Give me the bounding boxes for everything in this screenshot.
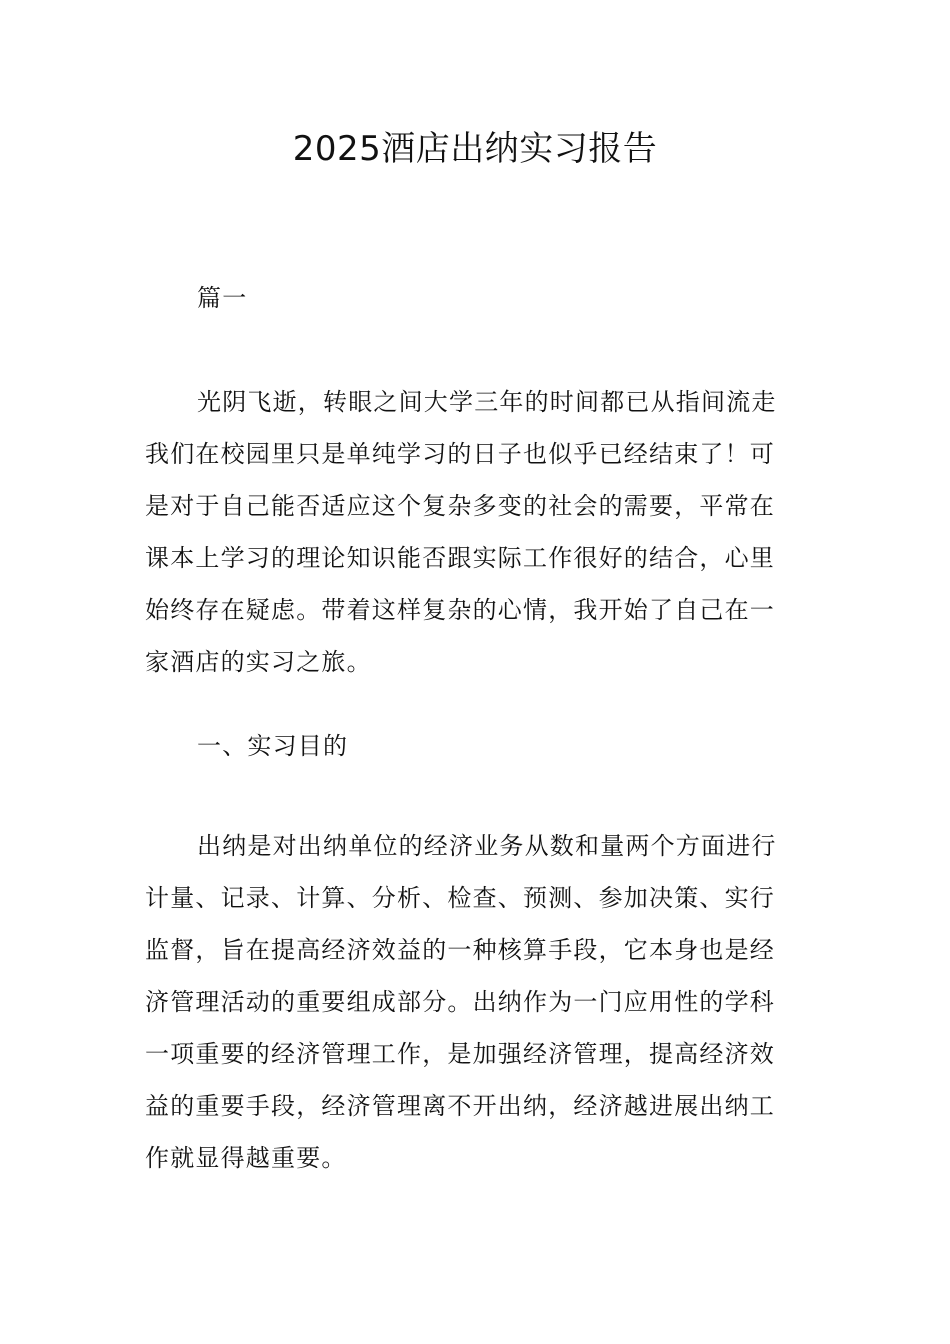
purpose-paragraph [145,820,810,1184]
intro-paragraph [145,376,810,688]
paragraph-line: 一项重要的经济管理工作，是加强经济管理，提高经济效 [145,1040,775,1068]
paragraph-line: 课本上学习的理论知识能否跟实际工作很好的结合，心里 [145,544,775,572]
paragraph-line: 始终存在疑虑。带着这样复杂的心情，我开始了自己在一 [145,596,775,624]
paragraph-line: 作就显得越重要。 [145,1144,347,1172]
paragraph-line: 出纳是对出纳单位的经济业务从数和量两个方面进行 [197,832,777,860]
paragraph-line: 光阴飞逝，转眼之间大学三年的时间都已从指间流走 [197,388,777,416]
paragraph-line: 计量、记录、计算、分析、检查、预测、参加决策、实行 [145,884,775,912]
paragraph-line: 家酒店的实习之旅。 [145,648,372,676]
paragraph-line: 监督，旨在提高经济效益的一种核算手段，它本身也是经 [145,936,775,964]
section-heading: 一、实习目的 [197,732,349,760]
paragraph-line: 济管理活动的重要组成部分。出纳作为一门应用性的学科 [145,988,775,1016]
paragraph-line: 是对于自己能否适应这个复杂多变的社会的需要，平常在 [145,492,775,520]
paragraph-line: 益的重要手段，经济管理离不开出纳，经济越进展出纳工 [145,1092,775,1120]
paragraph-line: 我们在校园里只是单纯学习的日子也似乎已经结束了！可 [145,440,775,468]
section-label: 篇一 [197,284,248,312]
document-title: 2025酒店出纳实习报告 [292,129,658,169]
